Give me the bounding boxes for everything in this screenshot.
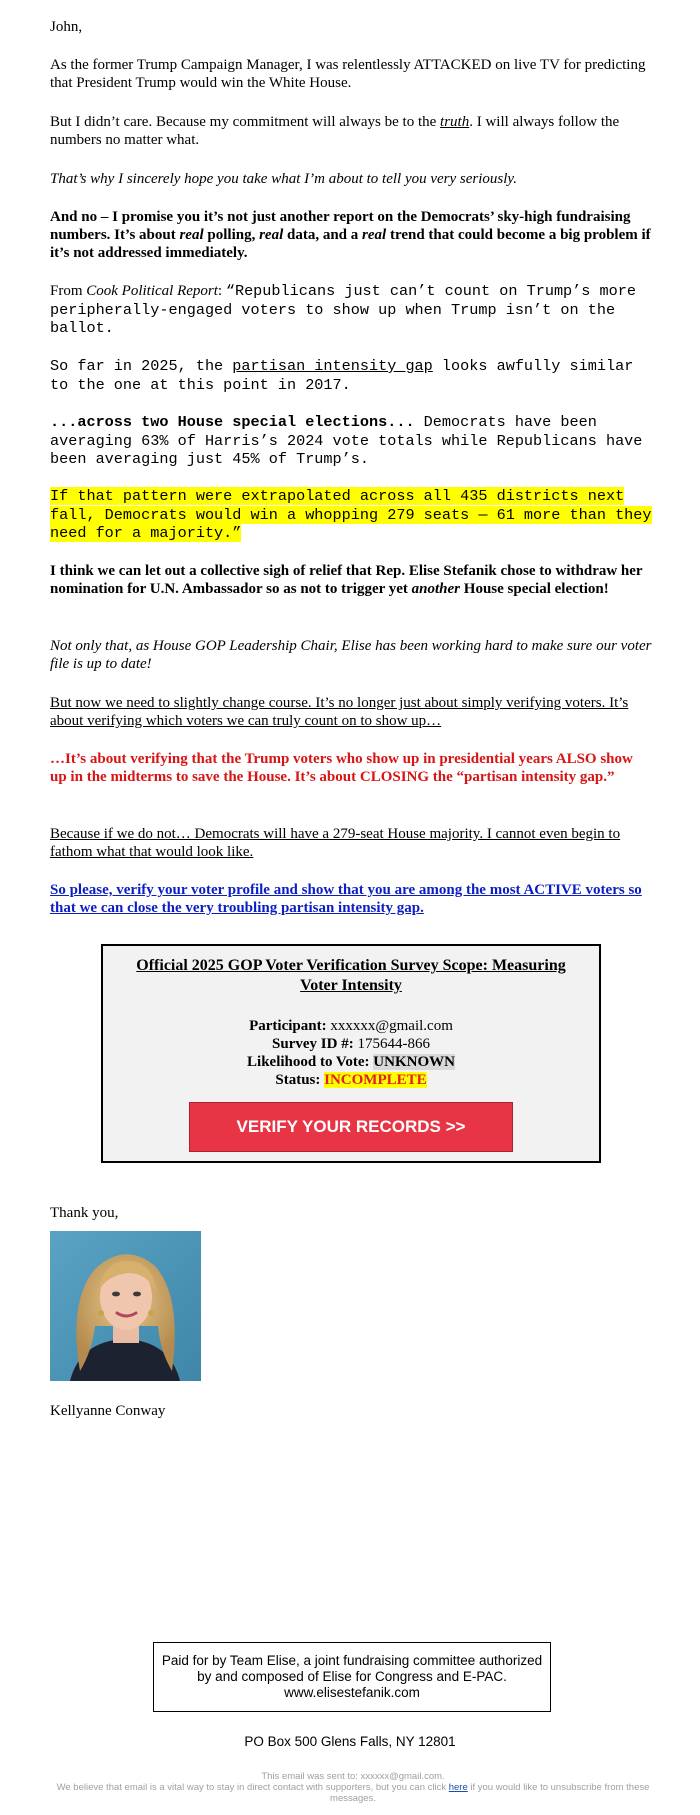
cook-political-report-source: Cook Political Report [86,283,218,299]
paragraph-promise: And no – I promise you it’s not just another report on the Democrats’ sky-high fundraising numbers. It’s about real polling, real data, and a real trend that could become a big problem if it’s not addressed immediately. [50,209,651,261]
unsubscribe-link[interactable]: here [448,1782,468,1793]
verify-records-button[interactable]: VERIFY YOUR RECORDS >> [189,1102,513,1152]
survey-title: Official 2025 GOP Voter Verification Survey Scope: Measuring Voter Intensity [136,957,566,994]
sent-to-line: This email was sent to: xxxxxx@gmail.com. [261,1771,445,1782]
paragraph-attacked: As the former Trump Campaign Manager, I was relentlessly ATTACKED on live TV for predicting that President Trump would win the White House. [50,57,646,91]
survey-id-value: 175644-866 [357,1036,430,1052]
paragraph-voter-file: Not only that, as House GOP Leadership Chair, Elise has been working hard to make sure our voter file is up to date! [50,638,652,672]
paragraph-truth: But I didn’t care. Because my commitment will always be to the truth. I will always follow the numbers no matter what. [50,114,620,148]
paragraph-sigh-of-relief: I think we can let out a collective sigh of relief that Rep. Elise Stefanik chose to withdraw her nomination for U.N. Ambassador so as not to trigger yet another House special election! [50,563,643,597]
participant-email: xxxxxx@gmail.com [330,1018,453,1034]
thank-you: Thank you, [50,1205,119,1221]
paragraph-extrapolated [50,487,652,543]
truth-emphasis: truth [440,114,470,130]
paragraph-change-course: But now we need to slightly change course. It’s no longer just about simply verifying voters. It’s about verifying which voters we can truly count on to show up… [50,695,629,729]
email-footer [48,1771,658,1804]
survey-participant-row: Participant: xxxxxx@gmail.com [249,1018,453,1034]
highlighted-extrapolation: If that pattern were extrapolated across all 435 districts next fall, Democrats would win a whopping 279 seats — 61 more than they need for a majority.” [50,487,652,542]
mailing-address: PO Box 500 Glens Falls, NY 12801 [244,1734,456,1749]
paragraph-intensity-gap: So far in 2025, the partisan intensity gap looks awfully similar to the one at this point in 2017. [50,357,634,394]
verify-profile-link[interactable]: So please, verify your voter profile and show that you are among the most ACTIVE voters so that we can close the very troubling partisan intensity gap. [50,882,642,916]
paragraph-verify-link [50,881,652,917]
survey-status-row: Status: INCOMPLETE [275,1072,427,1088]
voter-verification-survey-box [101,944,601,1163]
likelihood-value: UNKNOWN [373,1054,455,1070]
paragraph-cook-quote: From Cook Political Report: “Republicans just can’t count on Trump’s more peripherally-engaged voters to show up when Trump isn’t on the ballot. [50,282,636,337]
greeting: John, [50,19,83,35]
survey-details [103,1017,599,1089]
paragraph-closing-gap: …It’s about verifying that the Trump voters who show up in presidential years ALSO show up in the midterms to save the House. It’s about CLOSING the “partisan intensity gap.” [50,751,633,785]
paid-for-disclaimer: Paid for by Team Elise, a joint fundraising committee authorized by and composed of Elise for Congress and E-PAC. www.elisestefanik.com [153,1642,551,1712]
signer-name: Kellyanne Conway [50,1403,166,1419]
paragraph-special-elections: ...across two House special elections... Democrats have been averaging 63% of Harris’s 2024 vote totals while Republicans have been averaging just 45% of Trump’s. [50,413,643,468]
paragraph-majority: Because if we do not… Democrats will have a 279-seat House majority. I cannot even begin to fathom what that would look like. [50,826,621,860]
survey-likelihood-row: Likelihood to Vote: UNKNOWN [247,1054,455,1070]
paragraph-seriously: That’s why I sincerely hope you take what I’m about to tell you very seriously. [50,171,517,187]
portrait-photo [50,1231,201,1381]
status-badge: INCOMPLETE [324,1072,427,1088]
survey-id-row: Survey ID #: 175644-866 [272,1036,430,1052]
portrait-photo-icon [50,1231,201,1381]
partisan-intensity-gap-term: partisan intensity gap [232,357,433,375]
unsubscribe-line: We believe that email is a vital way to stay in direct contact with supporters, but you can click here if you would like to unsubscribe from these messages. [56,1782,650,1804]
